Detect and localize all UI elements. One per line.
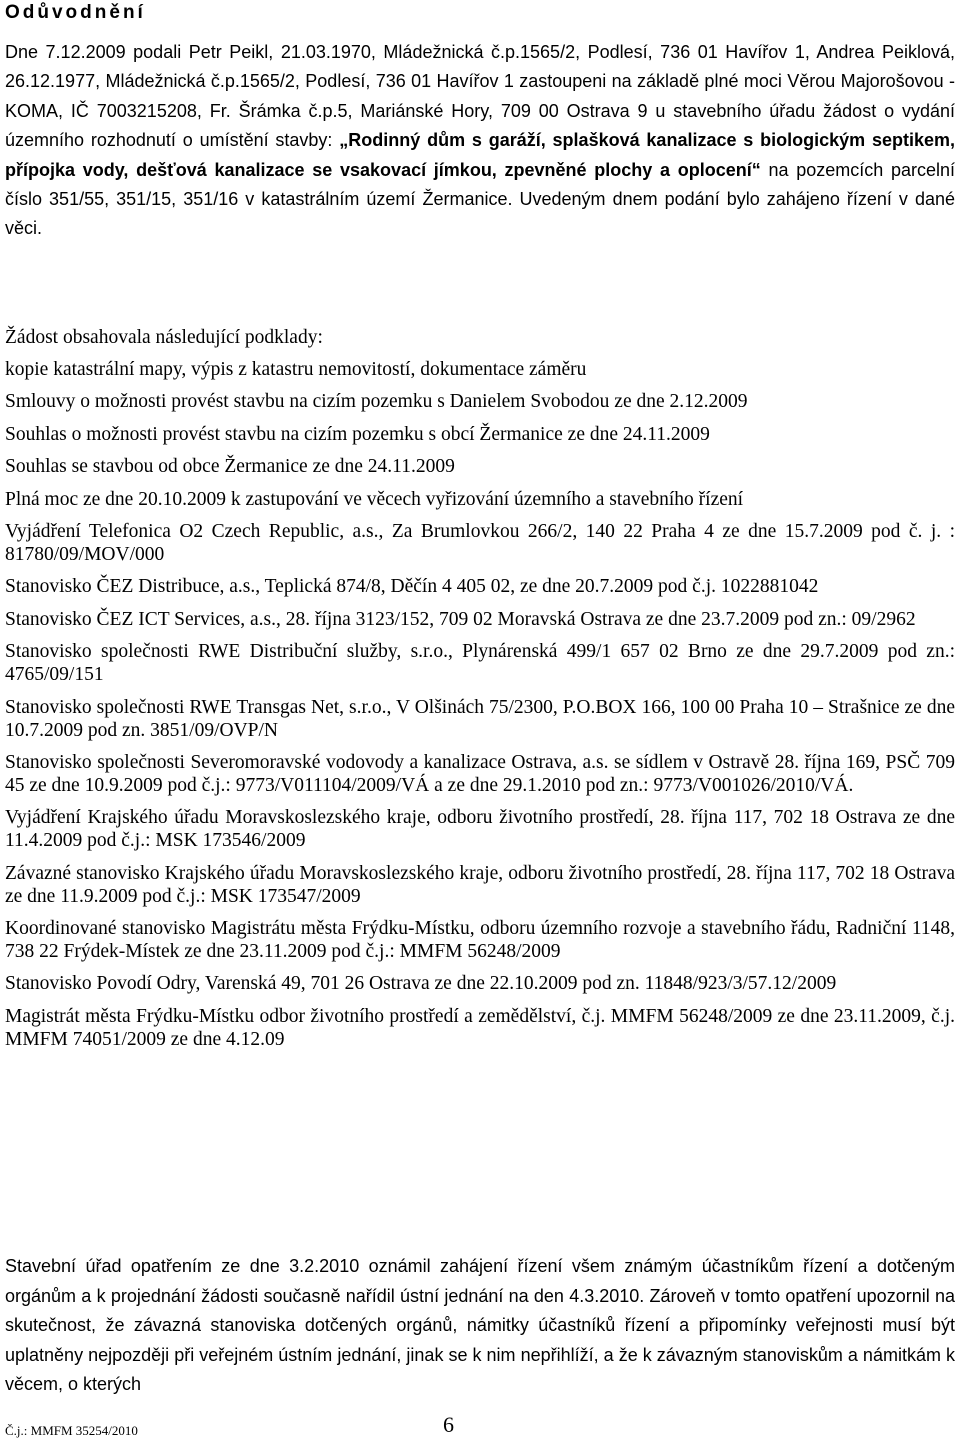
list-item: Vyjádření Telefonica O2 Czech Republic, a.s., Za Brumlovkou 266/2, 140 22 Praha 4 ze dne 15.7.2009 pod č. j. : 81780/09/MOV/000 <box>5 520 955 565</box>
list-item: Stanovisko společnosti Severomoravské vodovody a kanalizace Ostrava, a.s. se sídlem v Ostravě 28. října 169, PSČ 709 45 ze dne 10.9.2009 pod č.j.: 9773/V011104/2009/VÁ a ze dne 29.1.2010 pod zn.: 9773/V001026/2010/VÁ. <box>5 751 955 796</box>
list-item: Smlouvy o možnosti provést stavbu na cizím pozemku s Danielem Svobodou ze dne 2.12.2009 <box>5 391 748 413</box>
list-item: Souhlas se stavbou od obce Žermanice ze dne 24.11.2009 <box>5 456 455 478</box>
intro-text-before: Dne 7.12.2009 podali Petr Peikl, 21.03.1970, Mládežnická č.p.1565/2, Podlesí, 736 01 Havířov 1, Andrea Peiklová, 26.12.1977, Mládežnická č.p.1565/2, Podlesí, 736 01 Havířov 1 zastoupeni na základě plné moci Věrou Majorošovou - KOMA, IČ 7003215208, Fr. Šrámka č.p.5, Mariánské Hory, 709 00 Ostrava 9 u stavebního úřadu žádost o vydání územního rozhodnutí o umístění stavby: <box>5 42 955 151</box>
list-item: Plná moc ze dne 20.10.2009 k zastupování ve věcech vyřizování územního a stavebního řízení <box>5 488 744 510</box>
list-item: Stanovisko Povodí Odry, Varenská 49, 701 26 Ostrava ze dne 22.10.2009 pod zn. 11848/923/3/57.12/2009 <box>5 973 837 995</box>
list-item: Stanovisko ČEZ Distribuce, a.s., Teplická 874/8, Děčín 4 405 02, ze dne 20.7.2009 pod č.j. 1022881042 <box>5 576 819 598</box>
list-item: Závazné stanovisko Krajského úřadu Moravskoslezského kraje, odboru životního prostředí, 28. října 117, 702 18 Ostrava ze dne 11.9.2009 pod č.j.: MSK 173547/2009 <box>5 862 955 907</box>
documents-list-title: Žádost obsahovala následující podklady: <box>5 327 323 348</box>
list-item: Souhlas o možnosti provést stavbu na cizím pozemku s obcí Žermanice ze dne 24.11.2009 <box>5 423 710 445</box>
intro-paragraph <box>5 38 955 244</box>
list-item: Stanovisko ČEZ ICT Services, a.s., 28. října 3123/152, 709 02 Moravská Ostrava ze dne 23.7.2009 pod zn.: 09/2962 <box>5 608 916 630</box>
intro-text-after: na pozemcích parcelní číslo 351/55, 351/15, 351/16 v katastrálním území Žermanice. Uvedeným dnem podání bylo zahájeno řízení v dané věci. <box>5 159 955 239</box>
closing-paragraph: Stavební úřad opatřením ze dne 3.2.2010 oznámil zahájení řízení všem známým účastníkům řízení a dotčeným orgánům a k projednání žádosti současně nařídil ústní jednání na den 4.3.2010. Zároveň v tomto opatření upozornil na skutečnost, že závazná stanoviska dotčených orgánů, námitky účastníků řízení a připomínky veřejnosti musí být uplatněny nejpozději při veřejném ústním jednání, jinak se k nim nepřihlíží, a že k závazným stanoviskům a námitkám k věcem, o kterých <box>5 1256 955 1395</box>
list-item: Stanovisko společnosti RWE Distribuční služby, s.r.o., Plynárenská 499/1 657 02 Brno ze dne 29.7.2009 pod zn.: 4765/09/151 <box>5 641 955 686</box>
list-item: kopie katastrální mapy, výpis z katastru nemovitostí, dokumentace záměru <box>5 359 587 380</box>
list-item: Magistrát města Frýdku-Místku odbor životního prostředí a zemědělství, č.j. MMFM 56248/2009 ze dne 23.11.2009, č.j. MMFM 74051/2009 ze dne 4.12.09 <box>5 1005 955 1050</box>
page-number: 6 <box>443 1412 454 1437</box>
section-heading: Odůvodnění <box>5 2 146 23</box>
footer-reference: Č.j.: MMFM 35254/2010 <box>5 1423 138 1438</box>
list-item: Stanovisko společnosti RWE Transgas Net, s.r.o., V Olšinách 75/2300, P.O.BOX 166, 100 00 Praha 10 – Strašnice ze dne 10.7.2009 pod zn. 3851/09/OVP/N <box>5 696 955 741</box>
intro-project-name: „Rodinný dům s garáží, splašková kanalizace s biologickým septikem, přípojka vody, dešťová kanalizace se vsakovací jímkou, zpevněné plochy a oplocení“ <box>5 130 956 180</box>
list-item: Vyjádření Krajského úřadu Moravskoslezského kraje, odboru životního prostředí, 28. října 117, 702 18 Ostrava ze dne 11.4.2009 pod č.j.: MSK 173546/2009 <box>5 807 955 852</box>
documents-list <box>5 358 955 1060</box>
list-item: Koordinované stanovisko Magistrátu města Frýdku-Místku, odboru územního rozvoje a stavebního řádu, Radniční 1148, 738 22 Frýdek-Místek ze dne 23.11.2009 pod č.j.: MMFM 56248/2009 <box>5 918 955 963</box>
